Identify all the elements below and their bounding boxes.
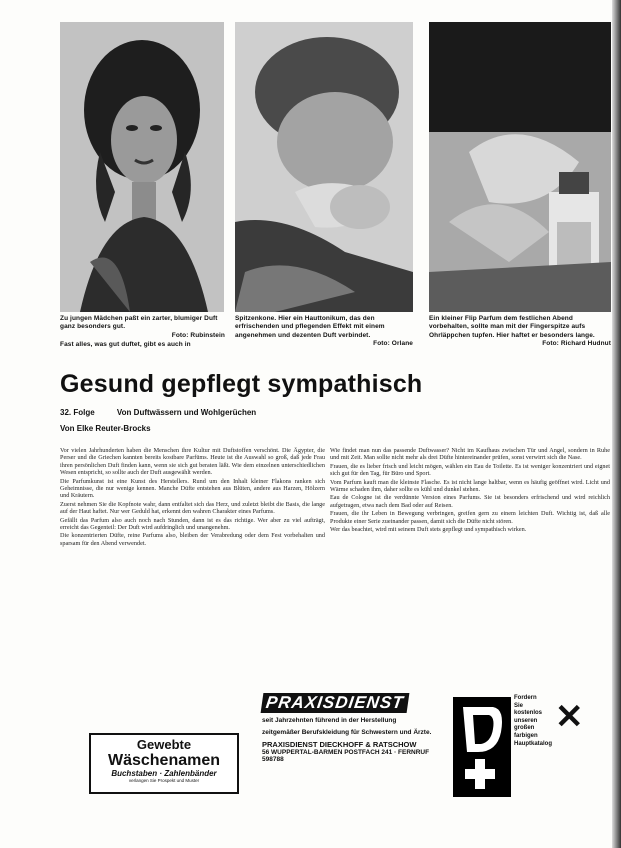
paragraph: Gefällt das Parfum also auch noch nach Stunden, dann ist es das richtige. Wer aber zu viel aufträgt, erreicht das Gegenteil: Der Duft wird aufdringlich und unangenehm. [60,516,325,532]
ad-praxisdienst [262,693,444,763]
paragraph: Vor vielen Jahrhunderten haben die Menschen ihre Kultur mit Duftstoffen verschönt. Die Ägypter, die Perser und die Griechen kannten bereits kostbare Parfüms. Heute ist die Auswahl so groß, daß jede Frau ihren persönlichen Duft finden kann, wenn sie sich gut beraten läßt. Wie dem einzelnen unterschiedlichen Wesen entspricht, so sollte auch der Duft ausgewählt werden. [60,447,325,477]
paragraph: Wer das beachtet, wird mit seinem Duft stets gepflegt und sympathisch wirken. [330,526,527,534]
cross-mark-icon: ✕ [555,698,584,736]
caption-photo-3: Ein kleiner Flip Parfum dem festlichen Abend vorbehalten, sollte man mit der Fingerspitze aufs Ohrläppchen tupfen. Hier haftet er besonders lange. Foto: Richard Hudnut [429,315,611,347]
katalog-line: Sie [514,702,524,709]
article-column-2 [330,447,610,534]
article-column-1 [60,447,325,548]
caption-credit-3: Foto: Richard Hudnut [542,339,611,347]
katalog-line: großen [514,725,535,732]
ad-weber-line3: Buchstaben · Zahlenbänder [111,769,217,778]
scan-border [612,0,621,848]
paragraph: Die Parfumkunst ist eine Kunst des Herstellers. Rund um den Inhalt kleiner Flakons ranken sich Geheimnisse, die nur wenige kennen. Manche Düfte entstehen aus Blüten, andere aus Harzen, Hölzern und Kräutern. [60,477,325,500]
praxisdienst-sub2: zeitgemäßer Berufskleidung für Schwestern und Ärzte. [262,729,432,736]
paragraph: Frauen, die es lieber frisch und leicht mögen, wählen ein Eau de Toilette. Es ist weniger konzentriert und eignet sich gut für den Tag, für Büro und Sport. [330,462,610,478]
katalog-line: Hauptkatalog [514,740,553,747]
katalog-line: kostenlos [514,710,543,717]
ad-weber-line4: verlangen Sie Prospekt und Muster [128,778,200,783]
ad-waeschenamen [89,733,239,794]
praxisdienst-title: PRAXISDIENST [261,693,409,713]
caption-photo-2: Spitzenkone. Hier ein Hauttonikum, das den erfrischenden und pflegenden Effekt mit einem angenehmen und dezenten Duft verbindet. Foto: Orlane [235,315,413,347]
photo-perfume-bottle [429,22,611,312]
photo-hair-tonic [235,22,413,312]
article-author: Von Elke Reuter-Brocks [60,424,151,433]
katalog-line: farbigen [514,732,538,739]
article-series [60,408,276,417]
caption-continuation: Fast alles, was gut duftet, gibt es auch in [60,341,191,348]
caption-credit-1: Foto: Rubinstein [171,331,225,339]
praxisdienst-sub1: seit Jahrzehnten führend in der Herstellung [262,717,397,724]
praxisdienst-address: 56 WUPPERTAL-BARMEN POSTFACH 241 · FERNRUF 598788 [262,749,430,763]
paragraph: Zuerst nehmen Sie die Kopfnote wahr, dann entfaltet sich das Herz, und zuletzt bleibt die Basis, die lange auf der Haut haftet. Nur wer Geduld hat, erkennt den wahren Charakter eines Parfums. [60,500,325,516]
article-headline: Gesund gepflegt sympathisch [60,370,423,398]
ad-weber-line2: Wäschenamen [107,752,221,769]
ad-weber-line1: Gewebte [136,737,192,752]
photo-young-woman [60,22,224,312]
katalog-line: unseren [514,717,538,724]
katalog-line: Fordern [514,695,537,701]
paragraph: Wie findet man nun das passende Duftwasser? Nicht im Kaufhaus zwischen Tür und Angel, sondern in Ruhe und mit Zeit. Man sollte nicht mehr als drei Düfte hintereinander prüfen, sonst verwirrt sich die Nase. [330,447,610,462]
paragraph: Frauen, die ihr Leben in Bewegung verbringen, greifen gern zu einem leichten Duft. Wichtig ist, daß alle Produkte einer Serie zueinander passen, damit sich die Düfte nicht stören. [330,510,610,525]
praxisdienst-company: PRAXISDIENST DIECKHOFF & RATSCHOW [262,740,417,749]
paragraph: Vom Parfum kauft man die kleinste Flasche. Es ist nicht lange haltbar, wenn es häufig geöffnet wird. Licht und Wärme schaden ihm, daher sollte es kühl und dunkel stehen. [330,478,610,494]
series-title: Von Duftwässern und Wohlgerüchen [116,408,257,417]
caption-photo-1: Zu jungen Mädchen paßt ein zarter, blumiger Duft ganz besonders gut. Foto: Rubinstein [60,315,225,339]
series-number: 32. Folge [60,408,95,417]
paragraph: Die konzentrierten Düfte, reine Parfums also, bleiben der Verabredung oder dem Fest vorbehalten und sparsam für den Abend verwendet. [60,532,325,547]
paragraph: Eau de Cologne ist die verdünnte Version eines Parfums. Sie ist besonders erfrischend und wird reichlich aufgetragen, etwa nach dem Bad oder auf Reisen. [330,494,610,509]
praxisdienst-logo [453,697,511,797]
caption-credit-2: Foto: Orlane [373,339,413,347]
